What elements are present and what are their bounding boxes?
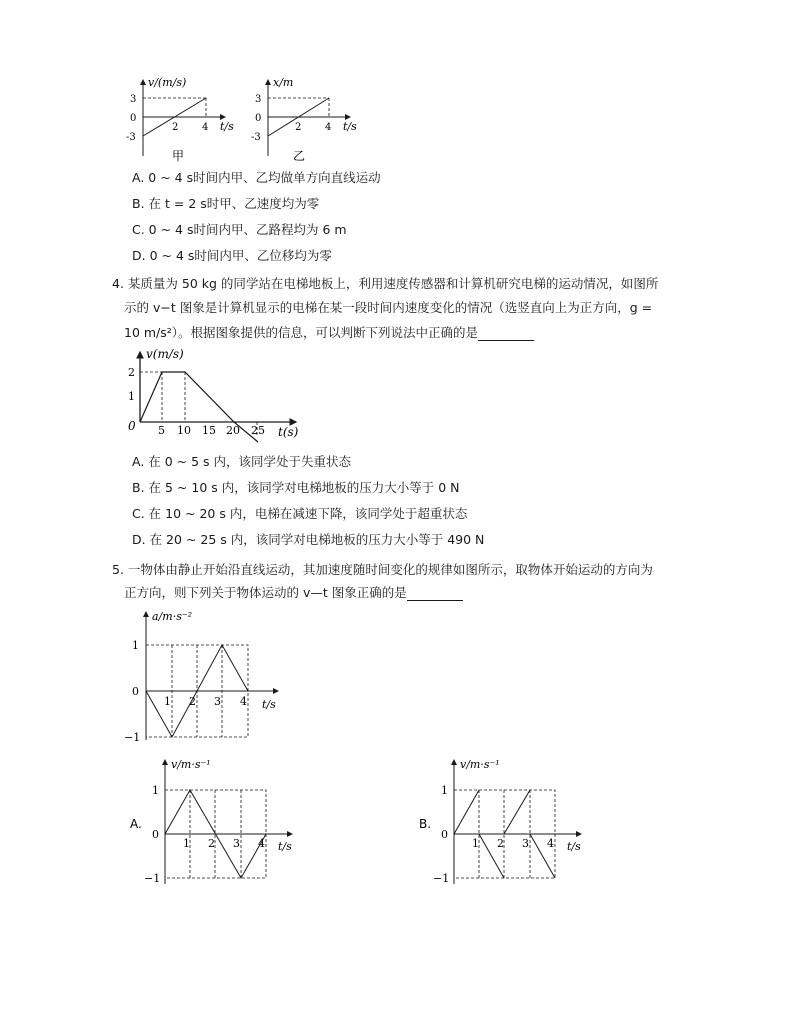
y-tick: 1 xyxy=(441,784,448,797)
q4-figure xyxy=(120,344,310,448)
x-tick: 4 xyxy=(258,837,265,850)
x-label: t/s xyxy=(262,698,276,711)
q4-option-c: C. 在 10 ~ 20 s 内，电梯在减速下降，该同学处于超重状态 xyxy=(132,506,468,521)
y-tick: 0 xyxy=(255,113,262,124)
x-tick: 4 xyxy=(202,122,209,133)
y-tick: 1 xyxy=(132,639,139,652)
x-tick: 2 xyxy=(189,695,196,708)
x-tick: 1 xyxy=(164,695,171,708)
y-label: v/m·s⁻¹ xyxy=(171,758,211,771)
x-tick: 20 xyxy=(226,424,240,437)
x-label: t/s xyxy=(278,840,292,853)
y-tick: 0 xyxy=(441,828,448,841)
y-tick: 0 xyxy=(132,685,139,698)
q3-option-a: A. 0 ~ 4 s时间内甲、乙均做单方向直线运动 xyxy=(132,170,381,185)
x-tick: 10 xyxy=(177,424,191,437)
figure-caption: 甲 xyxy=(172,149,185,163)
x-tick: 3 xyxy=(214,695,221,708)
x-tick: 5 xyxy=(158,424,165,437)
x-tick: 4 xyxy=(240,695,247,708)
option-letter: A. xyxy=(130,817,142,831)
option-letter: B. xyxy=(419,817,432,831)
answer-blank xyxy=(478,328,534,341)
q5-stem-line-1: 5. 一物体由静止开始沿直线运动，其加速度随时间变化的规律如图所示，取物体开始运动的方向为 xyxy=(112,562,653,577)
figure-jia xyxy=(120,72,260,164)
figure-yi xyxy=(245,72,385,164)
data-segment xyxy=(454,790,479,834)
q3-option-b: B. 在 t = 2 s时甲、乙速度均为零 xyxy=(132,196,320,211)
y-tick: -3 xyxy=(251,132,261,143)
x-tick: 2 xyxy=(208,837,215,850)
answer-blank xyxy=(407,588,463,601)
x-tick: 3 xyxy=(233,837,240,850)
origin-label: 0 xyxy=(128,419,136,433)
figure-caption: 乙 xyxy=(293,149,306,163)
x-label: t(s) xyxy=(278,425,299,439)
x-tick: 2 xyxy=(172,122,179,133)
q5-figure xyxy=(124,606,294,746)
q4-option-b: B. 在 5 ~ 10 s 内，该同学对电梯地板的压力大小等于 0 N xyxy=(132,480,460,495)
y-tick: 0 xyxy=(152,828,159,841)
y-tick: 3 xyxy=(255,94,262,105)
y-tick: 3 xyxy=(130,94,137,105)
y-tick: 2 xyxy=(128,366,135,379)
x-tick: 15 xyxy=(202,424,216,437)
x-tick: 3 xyxy=(522,837,529,850)
y-label: a/m·s⁻² xyxy=(152,610,193,623)
x-tick: 1 xyxy=(472,837,479,850)
q5-stem-line-2: 正方向，则下列关于物体运动的 v—t 图象正确的是 xyxy=(124,585,463,601)
y-tick: −1 xyxy=(124,731,141,744)
q4-stem-line-1: 4. 某质量为 50 kg 的同学站在电梯地板上，利用速度传感器和计算机研究电梯的运动情况，如图所 xyxy=(112,276,659,291)
y-tick: -3 xyxy=(126,132,136,143)
data-segment xyxy=(504,790,530,834)
x-label: t/s xyxy=(567,840,581,853)
q4-option-a: A. 在 0 ~ 5 s 内，该同学处于失重状态 xyxy=(132,454,352,469)
q3-option-c: C. 0 ~ 4 s时间内甲、乙路程均为 6 m xyxy=(132,222,347,237)
y-label: v/(m/s) xyxy=(148,76,187,89)
q4-stem-line-3: 10 m/s²）。根据图象提供的信息，可以判断下列说法中正确的是 xyxy=(124,325,534,341)
y-tick: 1 xyxy=(152,784,159,797)
y-label: x/m xyxy=(273,76,294,89)
y-tick: −1 xyxy=(144,872,161,885)
y-tick: 0 xyxy=(130,113,137,124)
q4-option-d: D. 在 20 ~ 25 s 内，该同学对电梯地板的压力大小等于 490 N xyxy=(132,532,485,547)
x-tick: 1 xyxy=(183,837,190,850)
q5-option-b-figure xyxy=(415,756,595,888)
x-tick: 4 xyxy=(325,122,332,133)
x-label: t/s xyxy=(343,120,357,133)
y-label: v(m/s) xyxy=(146,347,184,361)
x-tick: 4 xyxy=(547,837,554,850)
y-tick: 1 xyxy=(128,390,135,403)
x-tick: 25 xyxy=(251,424,265,437)
y-tick: −1 xyxy=(433,872,450,885)
q5-option-a-figure xyxy=(126,756,306,888)
x-tick: 2 xyxy=(497,837,504,850)
q4-stem-line-2: 示的 v−t 图象是计算机显示的电梯在某一段时间内速度变化的情况（选竖直向上为正方向，g = xyxy=(124,300,653,315)
q3-option-d: D. 0 ~ 4 s时间内甲、乙位移均为零 xyxy=(132,248,332,263)
y-label: v/m·s⁻¹ xyxy=(460,758,500,771)
x-tick: 2 xyxy=(295,122,302,133)
x-label: t/s xyxy=(220,120,234,133)
